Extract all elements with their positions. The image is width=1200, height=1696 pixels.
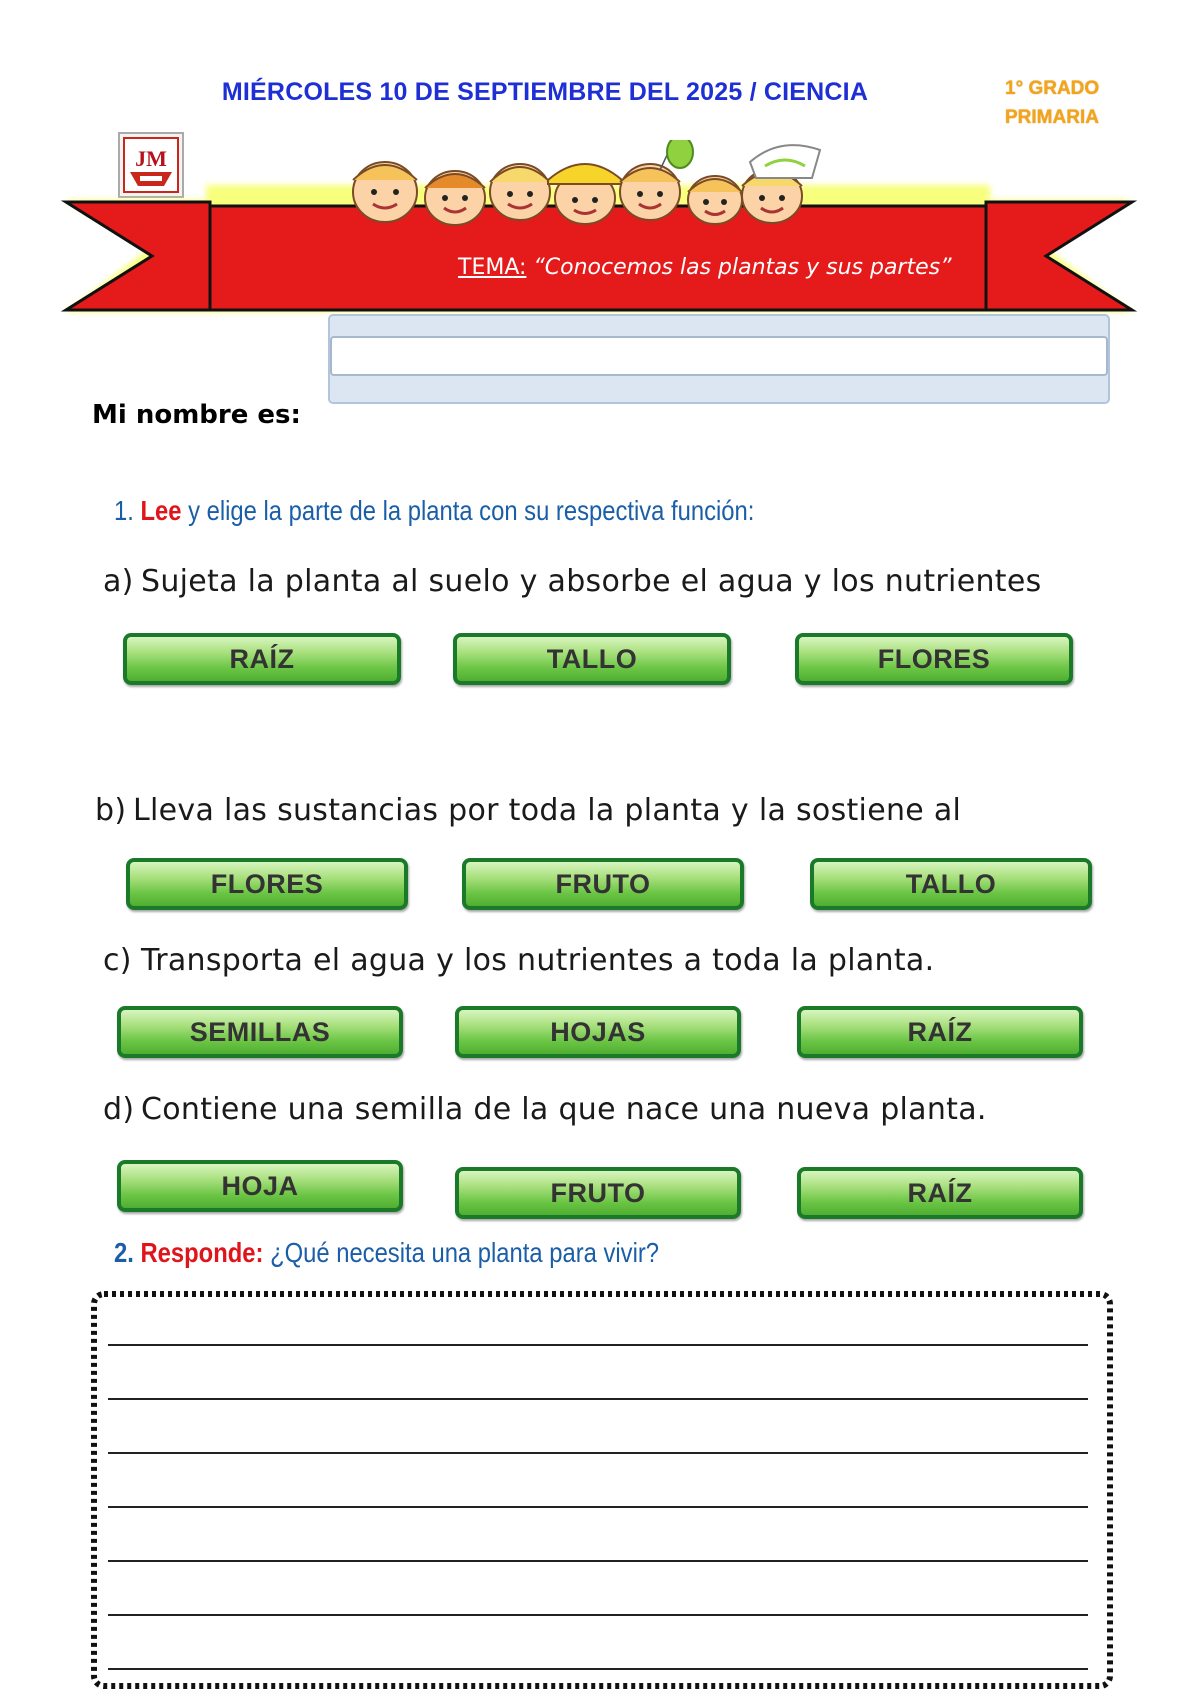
grade-line-2: PRIMARIA (1005, 107, 1099, 128)
answer-line[interactable] (108, 1668, 1088, 1670)
statement-letter: d) (103, 1092, 135, 1127)
header-date-subject: MIÉRCOLES 10 DE SEPTIEMBRE DEL 2025 / CIENCIA (221, 78, 869, 106)
statement-letter: b) (95, 793, 127, 828)
question-2-number: 2. (114, 1237, 134, 1268)
option-c-2[interactable]: HOJAS (455, 1006, 741, 1058)
statement-text: Lleva las sustancias por toda la planta y la sostiene al (133, 793, 962, 828)
answer-line[interactable] (108, 1560, 1088, 1562)
statement-b (95, 793, 961, 828)
statement-d (103, 1092, 987, 1127)
answer-line[interactable] (108, 1506, 1088, 1508)
answer-line[interactable] (108, 1452, 1088, 1454)
answer-line[interactable] (108, 1344, 1088, 1346)
option-d-3[interactable]: RAÍZ (797, 1167, 1083, 1219)
answer-area[interactable] (90, 1290, 1114, 1690)
title-banner (60, 140, 1140, 325)
tema-title (458, 255, 952, 280)
option-b-3[interactable]: TALLO (810, 858, 1092, 910)
answer-line[interactable] (108, 1614, 1088, 1616)
question-1-verb: Lee (140, 495, 182, 526)
statement-text: Sujeta la planta al suelo y absorbe el agua y los nutrientes (141, 564, 1042, 599)
answer-line[interactable] (108, 1398, 1088, 1400)
question-1-number: 1. (114, 495, 134, 526)
statement-a (103, 564, 1042, 599)
tema-text: “Conocemos las plantas y sus partes” (526, 255, 952, 280)
name-label: Mi nombre es: (92, 400, 301, 430)
question-2-verb: Responde: (140, 1237, 264, 1268)
grade-line-1: 1° GRADO (1005, 78, 1100, 99)
statement-text: Transporta el agua y los nutrientes a toda la planta. (141, 943, 935, 978)
option-d-1[interactable]: HOJA (117, 1160, 403, 1212)
statement-letter: c) (103, 943, 132, 978)
grade-label (1005, 74, 1099, 132)
option-a-2[interactable]: TALLO (453, 633, 731, 685)
option-c-3[interactable]: RAÍZ (797, 1006, 1083, 1058)
question-1-heading (114, 495, 754, 527)
name-input[interactable] (327, 313, 1111, 405)
svg-text:JM: JM (135, 146, 167, 171)
question-2-heading (114, 1237, 659, 1269)
tema-label: TEMA: (458, 255, 527, 280)
statement-letter: a) (103, 564, 134, 599)
option-c-1[interactable]: SEMILLAS (117, 1006, 403, 1058)
option-a-3[interactable]: FLORES (795, 633, 1073, 685)
option-a-1[interactable]: RAÍZ (123, 633, 401, 685)
question-2-text: ¿Qué necesita una planta para vivir? (263, 1237, 660, 1268)
statement-text: Contiene una semilla de la que nace una nueva planta. (141, 1092, 987, 1127)
statement-c (103, 943, 934, 978)
option-b-1[interactable]: FLORES (126, 858, 408, 910)
question-1-text: y elige la parte de la planta con su respectiva función: (181, 495, 755, 526)
option-d-2[interactable]: FRUTO (455, 1167, 741, 1219)
option-b-2[interactable]: FRUTO (462, 858, 744, 910)
